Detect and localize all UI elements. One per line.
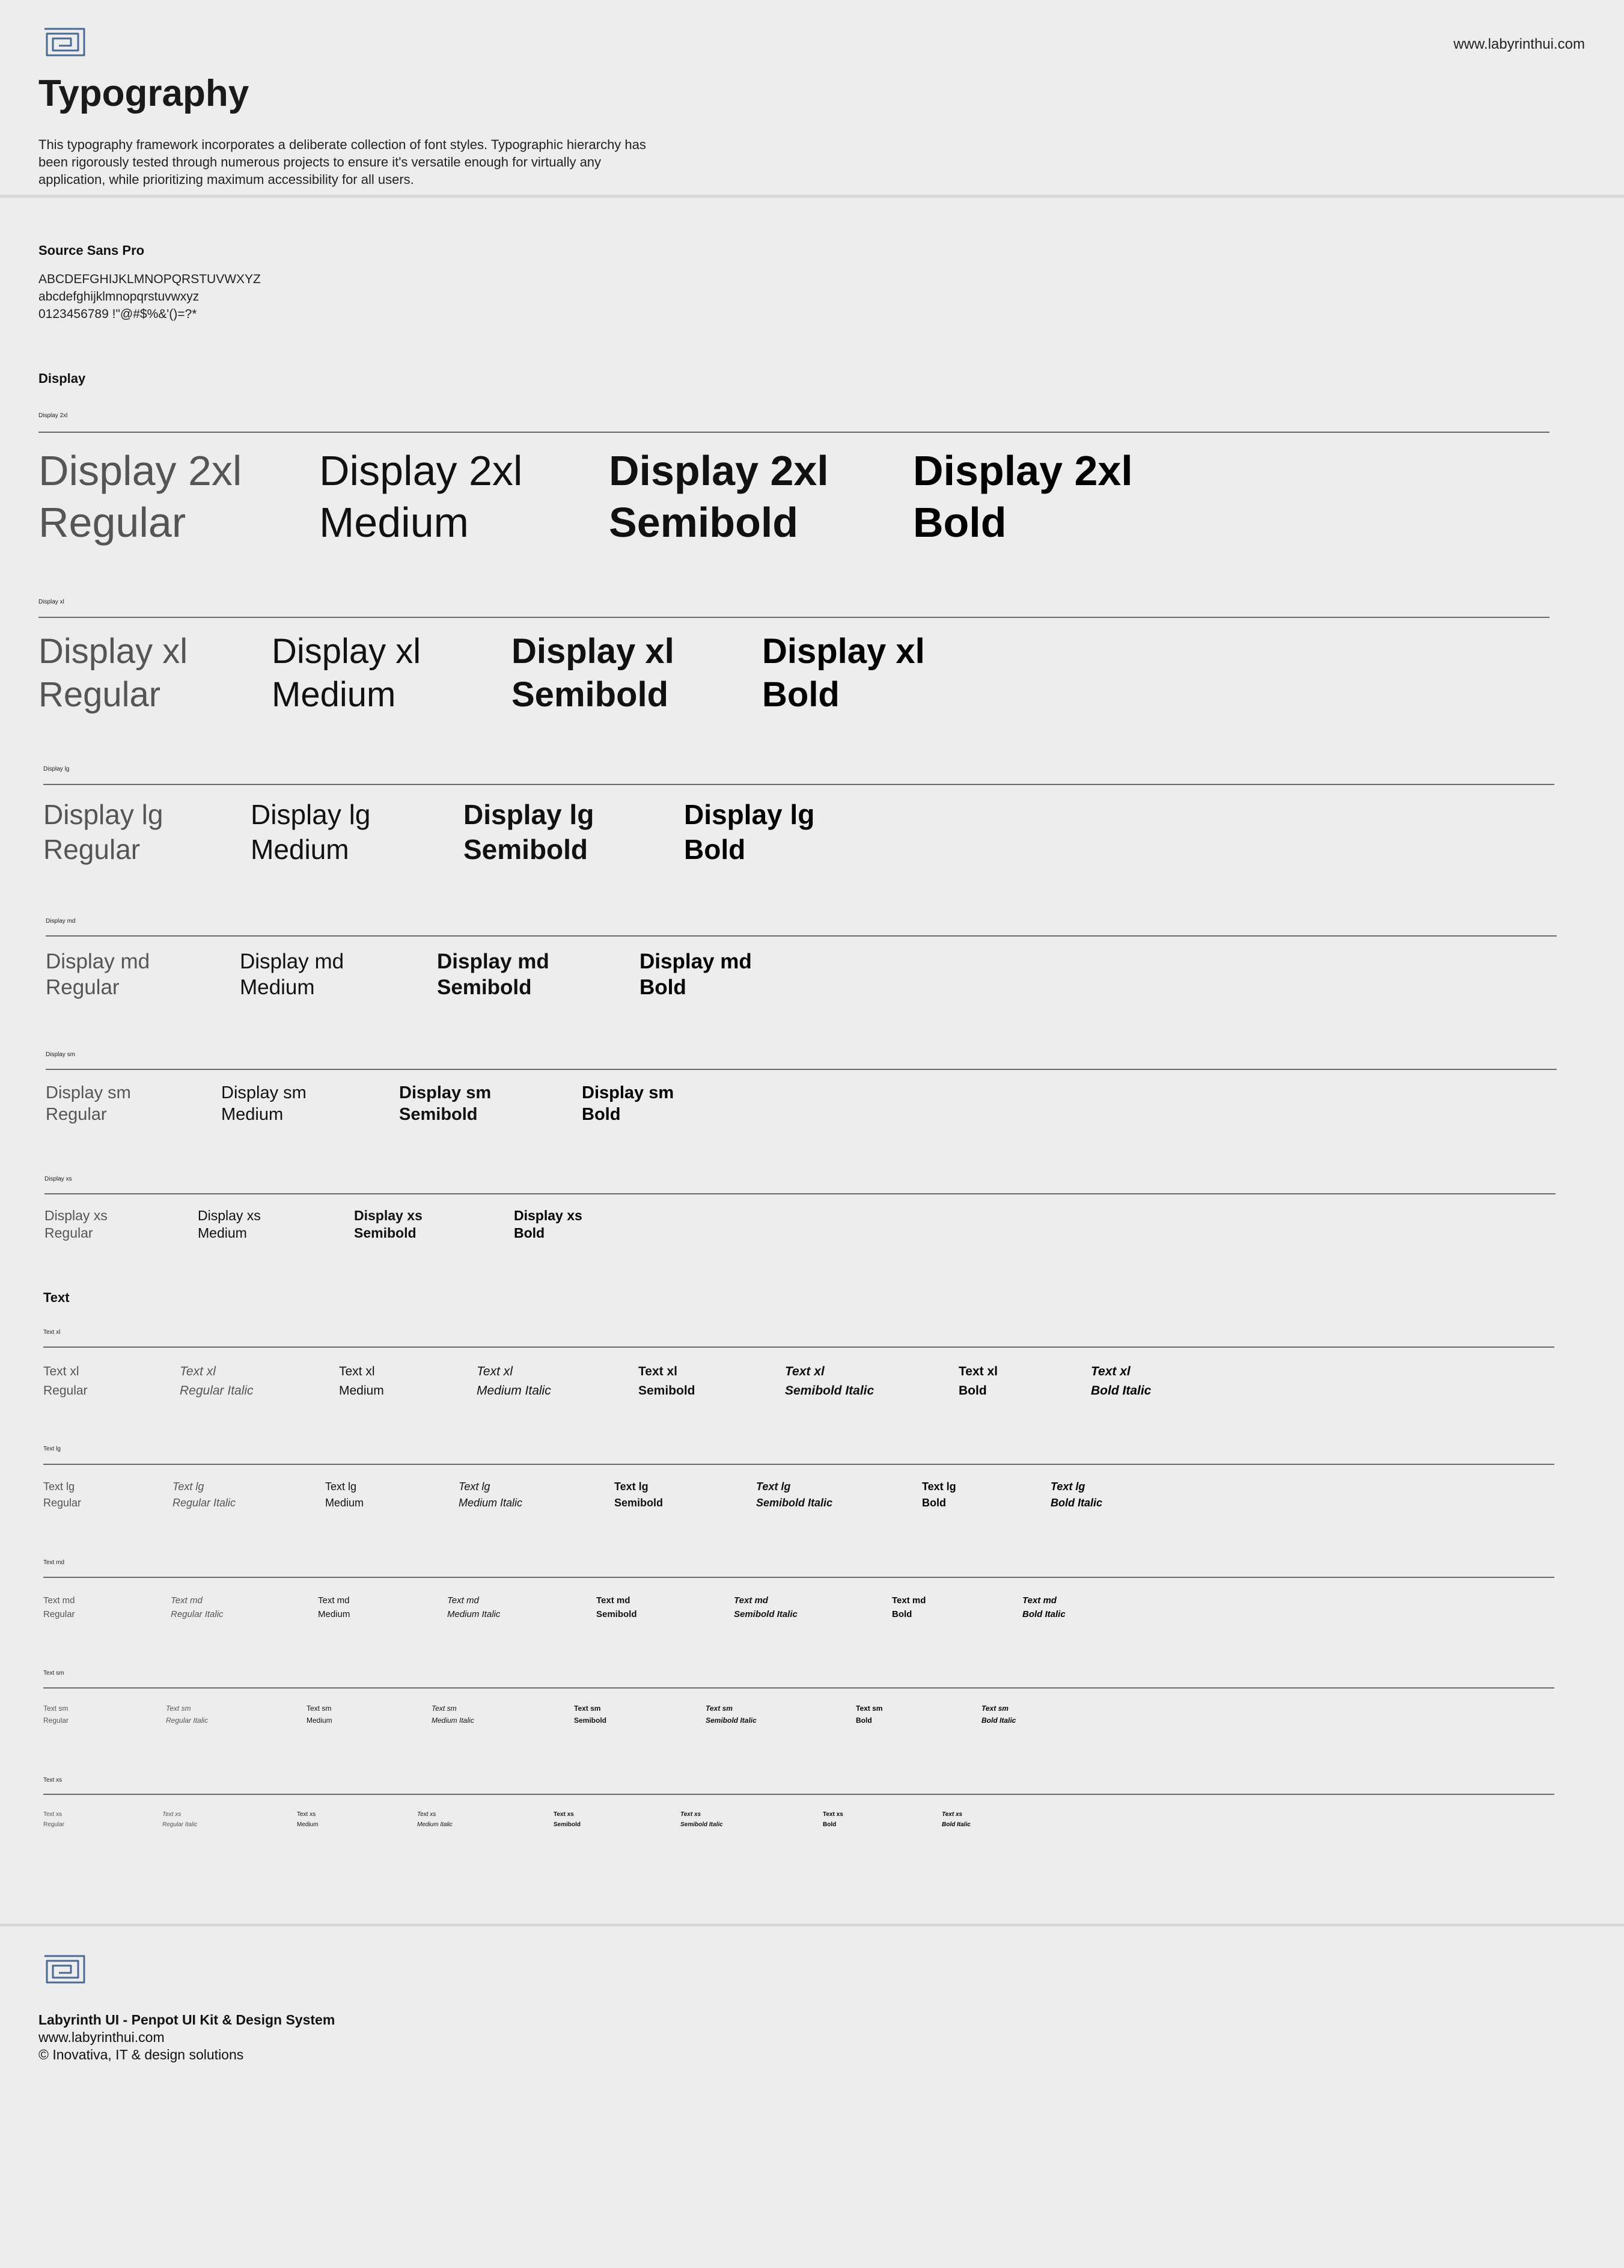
text-sample-weight: Regular bbox=[43, 1716, 69, 1725]
text-sample-text-xl-medium-italic bbox=[477, 1362, 551, 1401]
display-sample-name: Display sm bbox=[221, 1083, 307, 1102]
description-line: application, while prioritizing maximum accessibility for all users. bbox=[38, 172, 414, 187]
display-sample-weight: Bold bbox=[762, 675, 840, 714]
text-sample-name: Text sm bbox=[574, 1704, 601, 1713]
display-group-label: Display xs bbox=[44, 1176, 72, 1182]
text-sample-name: Text lg bbox=[756, 1481, 791, 1493]
display-sample-weight: Bold bbox=[913, 499, 1007, 546]
display-sample-weight: Semibold bbox=[437, 976, 532, 999]
text-sample-weight: Semibold Italic bbox=[734, 1609, 798, 1619]
text-sample-text-md-semibold bbox=[596, 1594, 637, 1621]
text-sample-text-xl-bold bbox=[959, 1362, 998, 1401]
labyrinth-logo-icon bbox=[41, 25, 88, 59]
display-sample-display-xs-semibold bbox=[354, 1207, 423, 1242]
text-sample-text-sm-semibold-italic bbox=[706, 1702, 757, 1726]
text-sample-weight: Bold Italic bbox=[981, 1716, 1016, 1725]
display-group-divider bbox=[38, 432, 1549, 433]
text-sample-text-xl-regular-italic bbox=[180, 1362, 254, 1401]
text-group-label: Text xs bbox=[43, 1777, 63, 1784]
text-sample-weight: Medium bbox=[325, 1497, 364, 1509]
text-sample-name: Text sm bbox=[166, 1704, 191, 1713]
display-sample-display-xl-medium bbox=[272, 630, 421, 717]
display-sample-weight: Regular bbox=[38, 499, 186, 546]
text-sample-text-sm-medium bbox=[307, 1702, 332, 1726]
display-sample-name: Display xl bbox=[511, 632, 674, 671]
display-sample-name: Display 2xl bbox=[319, 447, 523, 494]
display-sample-weight: Medium bbox=[221, 1105, 284, 1124]
display-sample-display-xl-regular bbox=[38, 630, 188, 717]
text-sample-weight: Medium bbox=[339, 1384, 384, 1398]
text-sample-weight: Regular Italic bbox=[166, 1716, 209, 1725]
footer-brand: Labyrinth UI - Penpot UI Kit & Design System bbox=[38, 2012, 335, 2028]
text-sample-weight: Regular bbox=[43, 1609, 75, 1619]
display-sample-name: Display sm bbox=[399, 1083, 492, 1102]
text-sample-text-md-regular-italic bbox=[171, 1594, 224, 1621]
text-sample-weight: Medium Italic bbox=[417, 1821, 453, 1828]
text-sample-text-xl-regular bbox=[43, 1362, 88, 1401]
text-sample-name: Text md bbox=[447, 1595, 479, 1606]
display-group-divider bbox=[38, 617, 1549, 618]
display-sample-weight: Semibold bbox=[463, 834, 588, 865]
display-sample-name: Display xs bbox=[44, 1208, 108, 1223]
text-sample-weight: Regular bbox=[43, 1384, 88, 1398]
display-sample-weight: Medium bbox=[272, 675, 396, 714]
display-sample-name: Display md bbox=[437, 950, 549, 973]
text-sample-name: Text xs bbox=[554, 1811, 574, 1818]
display-sample-weight: Regular bbox=[38, 675, 161, 714]
text-sample-name: Text xl bbox=[477, 1365, 513, 1378]
text-sample-weight: Regular Italic bbox=[171, 1609, 224, 1619]
text-sample-text-xs-bold bbox=[823, 1809, 843, 1830]
text-sample-text-lg-bold-italic bbox=[1051, 1479, 1102, 1511]
header-url-link[interactable]: www.labyrinthui.com bbox=[1453, 36, 1585, 52]
display-sample-weight: Bold bbox=[582, 1105, 621, 1124]
text-sample-name: Text md bbox=[596, 1595, 630, 1606]
text-sample-text-xl-semibold-italic bbox=[785, 1362, 874, 1401]
display-sample-display-2xl-bold bbox=[913, 445, 1133, 548]
display-sample-name: Display xl bbox=[762, 632, 925, 671]
text-sample-name: Text lg bbox=[614, 1481, 649, 1493]
text-sample-name: Text md bbox=[171, 1595, 203, 1606]
display-sample-display-lg-bold bbox=[684, 797, 814, 867]
display-group-divider bbox=[43, 784, 1554, 785]
display-sample-name: Display md bbox=[640, 950, 752, 973]
labyrinth-logo-icon bbox=[41, 1952, 88, 1986]
text-sample-weight: Regular bbox=[43, 1821, 65, 1828]
text-sample-name: Text sm bbox=[856, 1704, 883, 1713]
text-sample-weight: Semibold Italic bbox=[706, 1716, 757, 1725]
footer-info bbox=[38, 2011, 335, 2064]
text-sample-weight: Medium bbox=[318, 1609, 350, 1619]
text-sample-text-lg-semibold-italic bbox=[756, 1479, 832, 1511]
display-sample-display-2xl-medium bbox=[319, 445, 522, 548]
display-sample-name: Display 2xl bbox=[38, 447, 242, 494]
text-sample-name: Text sm bbox=[706, 1704, 733, 1713]
display-sample-weight: Semibold bbox=[511, 675, 669, 714]
display-group-label: Display xl bbox=[38, 599, 64, 605]
text-sample-name: Text md bbox=[43, 1595, 75, 1606]
footer-url-link[interactable]: www.labyrinthui.com bbox=[38, 2029, 165, 2045]
display-sample-weight: Semibold bbox=[399, 1105, 478, 1124]
display-sample-weight: Regular bbox=[46, 976, 120, 999]
text-sample-text-md-medium bbox=[318, 1594, 350, 1621]
text-group-divider bbox=[43, 1577, 1554, 1578]
display-section-title: Display bbox=[38, 371, 86, 386]
display-sample-display-xs-regular bbox=[44, 1207, 108, 1242]
text-sample-text-lg-semibold bbox=[614, 1479, 663, 1511]
text-sample-weight: Medium Italic bbox=[477, 1384, 551, 1398]
text-group-label: Text xl bbox=[43, 1329, 61, 1336]
text-sample-name: Text sm bbox=[981, 1704, 1009, 1713]
display-sample-name: Display xl bbox=[272, 632, 421, 671]
text-sample-name: Text lg bbox=[922, 1481, 956, 1493]
text-sample-name: Text xl bbox=[339, 1365, 375, 1378]
text-sample-weight: Bold bbox=[892, 1609, 912, 1619]
display-sample-display-2xl-semibold bbox=[609, 445, 829, 548]
display-sample-weight: Bold bbox=[640, 976, 686, 999]
page-description bbox=[38, 136, 646, 188]
display-sample-display-sm-bold bbox=[582, 1082, 674, 1125]
text-group-divider bbox=[43, 1464, 1554, 1465]
text-sample-text-xl-medium bbox=[339, 1362, 384, 1401]
display-sample-weight: Medium bbox=[319, 499, 469, 546]
text-sample-name: Text lg bbox=[172, 1481, 204, 1493]
text-sample-weight: Bold bbox=[959, 1384, 987, 1398]
text-sample-text-lg-regular bbox=[43, 1479, 81, 1511]
display-group-divider bbox=[46, 1069, 1557, 1070]
text-sample-name: Text md bbox=[318, 1595, 350, 1606]
text-sample-weight: Medium bbox=[297, 1821, 319, 1828]
specimen-digits: 0123456789 !"@#$%&'()=?* bbox=[38, 307, 197, 321]
display-sample-weight: Bold bbox=[514, 1225, 545, 1241]
text-sample-weight: Regular Italic bbox=[180, 1384, 254, 1398]
description-line: been rigorously tested through numerous projects to ensure it's versatile enough for virtually any bbox=[38, 154, 602, 170]
display-sample-display-xl-bold bbox=[762, 630, 925, 717]
page-title: Typography bbox=[38, 73, 249, 114]
display-sample-weight: Bold bbox=[684, 834, 746, 865]
text-sample-name: Text xs bbox=[417, 1811, 436, 1818]
display-sample-display-sm-regular bbox=[46, 1082, 131, 1125]
display-sample-weight: Semibold bbox=[354, 1225, 417, 1241]
display-sample-name: Display 2xl bbox=[609, 447, 829, 494]
text-group-divider bbox=[43, 1794, 1554, 1795]
display-group-label: Display md bbox=[46, 918, 76, 925]
display-sample-name: Display lg bbox=[684, 799, 815, 830]
display-sample-display-xs-medium bbox=[198, 1207, 261, 1242]
display-sample-weight: Medium bbox=[240, 976, 315, 999]
text-sample-text-md-bold bbox=[892, 1594, 926, 1621]
text-sample-name: Text sm bbox=[307, 1704, 332, 1713]
text-sample-name: Text xs bbox=[297, 1811, 316, 1818]
display-sample-display-md-medium bbox=[240, 949, 344, 1000]
text-sample-name: Text md bbox=[892, 1595, 926, 1606]
text-sample-name: Text lg bbox=[459, 1481, 490, 1493]
text-sample-weight: Semibold bbox=[614, 1497, 664, 1509]
text-section-title: Text bbox=[43, 1290, 70, 1305]
text-sample-name: Text xl bbox=[959, 1365, 998, 1378]
description-line: This typography framework incorporates a deliberate collection of font styles. Typographic hierarchy has bbox=[38, 137, 646, 152]
display-sample-display-md-regular bbox=[46, 949, 150, 1000]
text-sample-weight: Bold Italic bbox=[1091, 1384, 1152, 1398]
display-sample-weight: Medium bbox=[198, 1225, 247, 1241]
display-sample-display-md-semibold bbox=[437, 949, 549, 1000]
text-sample-name: Text sm bbox=[43, 1704, 69, 1713]
display-sample-name: Display sm bbox=[46, 1083, 131, 1102]
font-specimen bbox=[38, 271, 261, 323]
text-sample-name: Text xs bbox=[43, 1811, 63, 1818]
text-sample-text-lg-medium-italic bbox=[459, 1479, 522, 1511]
text-sample-weight: Medium bbox=[307, 1716, 332, 1725]
display-sample-display-xl-semibold bbox=[511, 630, 674, 717]
text-sample-weight: Semibold bbox=[638, 1384, 695, 1398]
text-sample-text-md-semibold-italic bbox=[734, 1594, 798, 1621]
text-sample-weight: Regular bbox=[43, 1497, 82, 1509]
text-group-label: Text sm bbox=[43, 1670, 64, 1677]
display-sample-name: Display xs bbox=[354, 1208, 423, 1223]
display-sample-display-sm-semibold bbox=[399, 1082, 491, 1125]
text-sample-text-sm-semibold bbox=[574, 1702, 606, 1726]
text-sample-name: Text lg bbox=[1051, 1481, 1085, 1493]
text-sample-text-xs-regular-italic bbox=[162, 1809, 197, 1830]
display-sample-name: Display md bbox=[240, 950, 344, 973]
display-sample-display-lg-semibold bbox=[463, 797, 594, 867]
text-sample-name: Text xs bbox=[680, 1811, 701, 1818]
display-sample-weight: Semibold bbox=[609, 499, 799, 546]
footer-divider bbox=[0, 1924, 1624, 1927]
text-sample-text-lg-bold bbox=[922, 1479, 956, 1511]
text-group-label: Text lg bbox=[43, 1446, 61, 1452]
text-group-divider bbox=[43, 1346, 1554, 1348]
text-sample-weight: Medium Italic bbox=[432, 1716, 474, 1725]
display-sample-weight: Regular bbox=[46, 1105, 107, 1124]
text-sample-weight: Semibold Italic bbox=[785, 1384, 875, 1398]
text-sample-text-xs-regular bbox=[43, 1809, 64, 1830]
text-sample-name: Text xs bbox=[823, 1811, 843, 1818]
font-family-name: Source Sans Pro bbox=[38, 243, 145, 258]
text-sample-name: Text xl bbox=[43, 1365, 79, 1378]
text-sample-text-sm-medium-italic bbox=[432, 1702, 474, 1726]
text-sample-name: Text lg bbox=[325, 1481, 357, 1493]
text-sample-weight: Bold bbox=[922, 1497, 946, 1509]
text-sample-name: Text sm bbox=[432, 1704, 457, 1713]
text-sample-text-xs-medium-italic bbox=[417, 1809, 453, 1830]
text-sample-text-xl-bold-italic bbox=[1091, 1362, 1151, 1401]
display-sample-weight: Regular bbox=[43, 834, 141, 865]
text-sample-weight: Regular Italic bbox=[172, 1497, 236, 1509]
text-sample-weight: Medium Italic bbox=[447, 1609, 501, 1619]
text-sample-text-xs-semibold bbox=[554, 1809, 581, 1830]
display-group-label: Display lg bbox=[43, 766, 70, 772]
display-sample-name: Display lg bbox=[43, 799, 163, 830]
text-sample-weight: Bold Italic bbox=[942, 1821, 971, 1828]
display-sample-weight: Medium bbox=[251, 834, 349, 865]
text-sample-name: Text xl bbox=[180, 1365, 216, 1378]
text-sample-name: Text lg bbox=[43, 1481, 75, 1493]
display-sample-name: Display sm bbox=[582, 1083, 674, 1102]
display-sample-name: Display 2xl bbox=[913, 447, 1133, 494]
display-sample-display-md-bold bbox=[640, 949, 752, 1000]
text-group-divider bbox=[43, 1687, 1554, 1689]
text-sample-text-lg-medium bbox=[325, 1479, 364, 1511]
display-sample-name: Display xs bbox=[514, 1208, 582, 1223]
text-sample-text-xs-semibold-italic bbox=[680, 1809, 723, 1830]
text-sample-weight: Semibold Italic bbox=[680, 1821, 723, 1828]
text-sample-weight: Regular Italic bbox=[162, 1821, 198, 1828]
text-sample-name: Text xs bbox=[942, 1811, 963, 1818]
text-sample-text-sm-regular bbox=[43, 1702, 69, 1726]
text-sample-name: Text xl bbox=[638, 1365, 677, 1378]
display-group-label: Display sm bbox=[46, 1051, 75, 1058]
specimen-uppercase: ABCDEFGHIJKLMNOPQRSTUVWXYZ bbox=[38, 272, 261, 286]
text-sample-weight: Bold Italic bbox=[1022, 1609, 1066, 1619]
text-sample-text-md-regular bbox=[43, 1594, 75, 1621]
text-sample-weight: Bold bbox=[823, 1821, 837, 1828]
text-sample-weight: Semibold Italic bbox=[756, 1497, 833, 1509]
text-sample-name: Text xl bbox=[785, 1365, 825, 1378]
text-sample-text-md-bold-italic bbox=[1022, 1594, 1066, 1621]
text-sample-text-sm-bold-italic bbox=[981, 1702, 1016, 1726]
text-sample-text-sm-regular-italic bbox=[166, 1702, 208, 1726]
display-sample-display-2xl-regular bbox=[38, 445, 242, 548]
text-sample-weight: Semibold bbox=[574, 1716, 607, 1725]
display-sample-name: Display lg bbox=[463, 799, 594, 830]
text-sample-name: Text xs bbox=[162, 1811, 182, 1818]
text-sample-name: Text xl bbox=[1091, 1365, 1131, 1378]
text-sample-weight: Medium Italic bbox=[459, 1497, 523, 1509]
text-sample-text-xl-semibold bbox=[638, 1362, 695, 1401]
footer-copyright: © Inovativa, IT & design solutions bbox=[38, 2047, 244, 2062]
text-sample-text-xs-bold-italic bbox=[942, 1809, 971, 1830]
text-sample-weight: Semibold bbox=[554, 1821, 581, 1828]
display-sample-name: Display md bbox=[46, 950, 150, 973]
display-group-divider bbox=[44, 1193, 1555, 1194]
header-divider bbox=[0, 195, 1624, 198]
display-sample-name: Display xl bbox=[38, 632, 188, 671]
display-group-label: Display 2xl bbox=[38, 412, 68, 419]
text-sample-text-xs-medium bbox=[297, 1809, 319, 1830]
text-sample-text-lg-regular-italic bbox=[172, 1479, 236, 1511]
display-sample-display-lg-regular bbox=[43, 797, 163, 867]
text-sample-text-sm-bold bbox=[856, 1702, 882, 1726]
display-sample-display-xs-bold bbox=[514, 1207, 582, 1242]
text-sample-weight: Semibold bbox=[596, 1609, 637, 1619]
text-sample-text-md-medium-italic bbox=[447, 1594, 500, 1621]
text-sample-name: Text md bbox=[734, 1595, 768, 1606]
display-group-divider bbox=[46, 935, 1557, 937]
display-sample-name: Display xs bbox=[198, 1208, 261, 1223]
display-sample-name: Display lg bbox=[251, 799, 371, 830]
text-sample-weight: Bold bbox=[856, 1716, 872, 1725]
text-sample-weight: Bold Italic bbox=[1051, 1497, 1103, 1509]
text-sample-name: Text md bbox=[1022, 1595, 1057, 1606]
text-group-label: Text md bbox=[43, 1559, 65, 1566]
specimen-lowercase: abcdefghijklmnopqrstuvwxyz bbox=[38, 290, 200, 304]
display-sample-weight: Regular bbox=[44, 1225, 93, 1241]
display-sample-display-lg-medium bbox=[251, 797, 370, 867]
display-sample-display-sm-medium bbox=[221, 1082, 307, 1125]
